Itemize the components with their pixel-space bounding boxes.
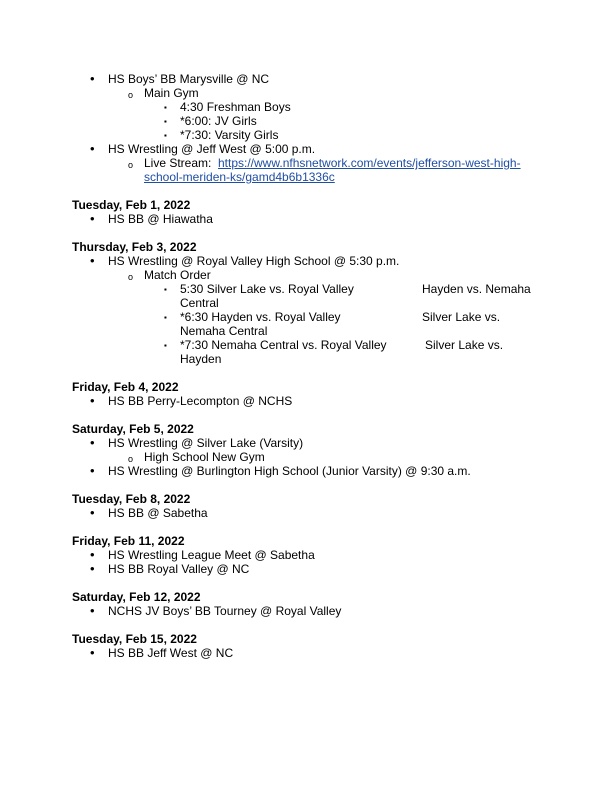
match-side-continued: Central bbox=[180, 296, 219, 310]
live-stream-link-continued[interactable]: school-meriden-ks/gamd4b6b1336c bbox=[144, 170, 335, 184]
bullet-icon: • bbox=[90, 71, 95, 86]
game-time: 4:30 Freshman Boys bbox=[180, 100, 291, 114]
date-heading: Tuesday, Feb 8, 2022 bbox=[72, 492, 191, 506]
game-time: *7:30: Varsity Girls bbox=[180, 128, 279, 142]
circle-bullet-icon: o bbox=[128, 90, 134, 100]
bullet-icon: • bbox=[90, 253, 95, 268]
bullet-icon: • bbox=[90, 463, 95, 478]
event-item: HS BB @ Sabetha bbox=[108, 506, 208, 520]
match-side-continued: Hayden bbox=[180, 352, 222, 366]
square-bullet-icon: ▪ bbox=[164, 131, 167, 140]
bullet-icon: • bbox=[90, 547, 95, 562]
date-heading: Friday, Feb 11, 2022 bbox=[72, 534, 185, 548]
bullet-icon: • bbox=[90, 561, 95, 576]
bullet-icon: • bbox=[90, 141, 95, 156]
square-bullet-icon: ▪ bbox=[164, 117, 167, 126]
event-location: High School New Gym bbox=[144, 450, 265, 464]
square-bullet-icon: ▪ bbox=[164, 313, 167, 322]
date-heading: Saturday, Feb 5, 2022 bbox=[72, 422, 194, 436]
circle-bullet-icon: o bbox=[128, 160, 134, 170]
match-main: 5:30 Silver Lake vs. Royal Valley bbox=[180, 282, 354, 296]
square-bullet-icon: ▪ bbox=[164, 285, 167, 294]
event-item: HS BB @ Hiawatha bbox=[108, 212, 213, 226]
bullet-icon: • bbox=[90, 393, 95, 408]
bullet-icon: • bbox=[90, 603, 95, 618]
match-side: Silver Lake vs. bbox=[425, 338, 504, 352]
square-bullet-icon: ▪ bbox=[164, 103, 167, 112]
event-item: HS BB Perry-Lecompton @ NCHS bbox=[108, 394, 293, 408]
event-item: HS Wrestling League Meet @ Sabetha bbox=[108, 548, 315, 562]
circle-bullet-icon: o bbox=[128, 454, 134, 464]
event-item: HS Wrestling @ Royal Valley High School @ 5:30 p.m. bbox=[108, 254, 400, 268]
event-item: HS BB Royal Valley @ NC bbox=[108, 562, 250, 576]
date-heading: Friday, Feb 4, 2022 bbox=[72, 380, 179, 394]
date-heading: Saturday, Feb 12, 2022 bbox=[72, 590, 201, 604]
date-heading: Tuesday, Feb 1, 2022 bbox=[72, 198, 191, 212]
live-stream-link[interactable]: https://www.nfhsnetwork.com/events/jefferson-west-high- bbox=[218, 156, 521, 170]
date-heading: Tuesday, Feb 15, 2022 bbox=[72, 632, 197, 646]
match-main: *6:30 Hayden vs. Royal Valley bbox=[180, 310, 341, 324]
match-order-label: Match Order bbox=[144, 268, 211, 282]
game-time: *6:00: JV Girls bbox=[180, 114, 257, 128]
event-item: HS Wrestling @ Silver Lake (Varsity) bbox=[108, 436, 304, 450]
event-item: HS Wrestling @ Jeff West @ 5:00 p.m. bbox=[108, 142, 316, 156]
circle-bullet-icon: o bbox=[128, 272, 134, 282]
match-main: *7:30 Nemaha Central vs. Royal Valley bbox=[180, 338, 387, 352]
event-item: NCHS JV Boys’ BB Tourney @ Royal Valley bbox=[108, 604, 342, 618]
bullet-icon: • bbox=[90, 211, 95, 226]
bullet-icon: • bbox=[90, 645, 95, 660]
event-item: HS Wrestling @ Burlington High School (Junior Varsity) @ 9:30 a.m. bbox=[108, 464, 471, 478]
match-side: Hayden vs. Nemaha bbox=[422, 282, 531, 296]
live-stream-label: Live Stream: bbox=[144, 156, 212, 170]
match-side: Silver Lake vs. bbox=[422, 310, 501, 324]
square-bullet-icon: ▪ bbox=[164, 341, 167, 350]
event-item: HS BB Jeff West @ NC bbox=[108, 646, 234, 660]
match-side-continued: Nemaha Central bbox=[180, 324, 268, 338]
bullet-icon: • bbox=[90, 505, 95, 520]
bullet-icon: • bbox=[90, 435, 95, 450]
event-item: HS Boys’ BB Marysville @ NC bbox=[108, 72, 270, 86]
date-heading: Thursday, Feb 3, 2022 bbox=[72, 240, 197, 254]
event-location: Main Gym bbox=[144, 86, 199, 100]
